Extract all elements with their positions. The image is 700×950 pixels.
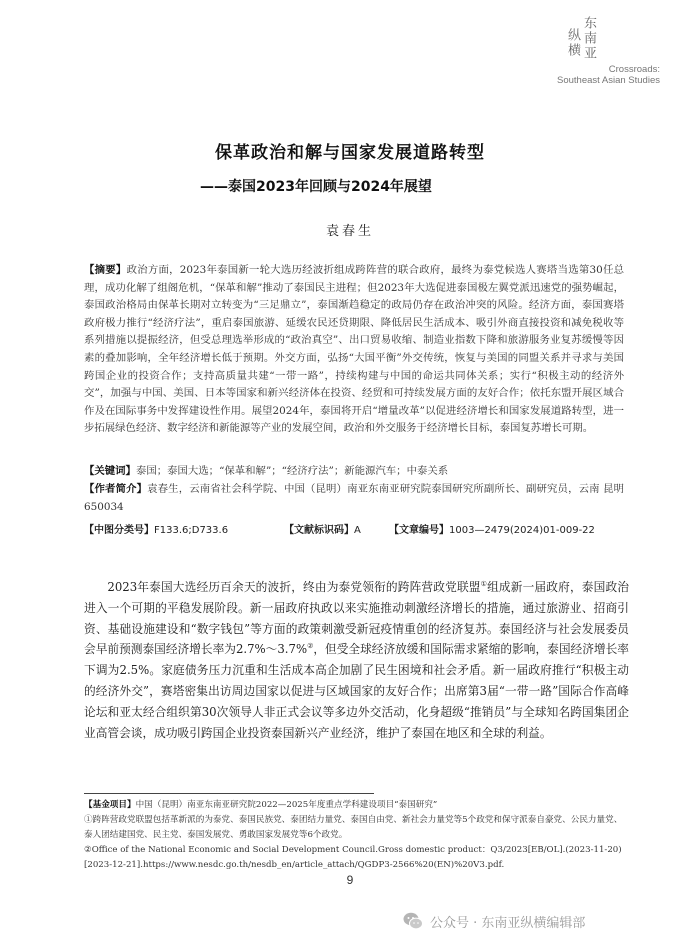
doc-code	[284, 521, 361, 536]
footnote-2: ②Office of the National Economic and Social Development Council.Gross domestic product：Q3/2023[EB/OL].(2023-11-20)[2023-12-21].https://www.nesdc.go.th/nesdb_en/article_attach/QGDP3-2566%20(EN)%20V3.pdf.	[84, 845, 622, 870]
fund-label: 【基金项目】	[84, 800, 136, 810]
article-title: 保革政治和解与国家发展道路转型	[215, 143, 485, 163]
body-text-b: 组成新一届政府，泰国政治进入一个可期的平稳发展阶段。新一届政府执政以来实施推动刺激经济增长的措施，通过旅游业、招商引资、基础设施建设和“数字钱包”等方面的政策刺激受新冠疫情重创的经济复苏。泰国经济与社会发展委员会早前预测泰国经济增长率为2.7%～3.7%	[84, 580, 629, 657]
keywords-label: 【关键词】	[84, 465, 136, 477]
journal-masthead	[520, 16, 660, 96]
doc-label: 【文献标识码】	[284, 525, 354, 536]
keywords-text: 泰国；泰国大选；“保革和解”；“经济疗法”；新能源汽车；中泰关系	[135, 465, 449, 477]
footnote-ref-2[interactable]: ②	[307, 642, 314, 651]
fund-note	[84, 798, 629, 813]
author-bio	[84, 481, 624, 516]
watermark-label: 公众号 · 东南亚纵横编辑部	[430, 915, 586, 931]
body-paragraph	[84, 577, 629, 743]
art-value: 1003—2479(2024)01-009-22	[449, 525, 595, 536]
author-bio-label: 【作者简介】	[84, 483, 148, 495]
masthead-en-line2: Southeast Asian Studies	[557, 75, 660, 86]
article-number	[389, 521, 595, 536]
wechat-watermark	[402, 909, 585, 933]
footnote-divider	[84, 793, 374, 794]
article-author: 袁春生	[325, 224, 374, 239]
masthead-en-line1: Crossroads:	[608, 64, 660, 75]
footnote-ref-1[interactable]: ①	[480, 580, 488, 589]
keywords	[84, 463, 624, 481]
body-text-a: 2023年泰国大选经历百余天的波折，终由为泰党领衔的跨阵营政党联盟	[107, 580, 481, 594]
author-bio-text: 袁春生，云南省社会科学院、中国（昆明）南亚东南亚研究院泰国研究所副所长、副研究员，云南 昆明 650034	[84, 483, 624, 513]
art-label: 【文章编号】	[389, 525, 449, 536]
masthead-cn-col2: 东南亚	[581, 16, 596, 61]
clc-value: F133.6;D733.6	[154, 525, 229, 536]
abstract-label: 【摘要】	[84, 264, 127, 276]
clc-label: 【中图分类号】	[84, 525, 154, 536]
abstract	[84, 262, 624, 438]
abstract-text: 政治方面，2023年泰国新一轮大选历经波折组成跨阵营的联合政府，最终为泰党候选人赛塔当选第30任总理，成功化解了组阁危机，“保革和解”推动了泰国民主进程；但2023年大选促进泰国极左翼党派迅速党的强势崛起，泰国政治格局由保革长期对立转变为“三足鼎立”，泰国渐趋稳定的政局仍存在政治冲突的风险。经济方面，泰国赛塔政府极力推行“经济疗法”，重启泰国旅游、延缓农民还贷期限、降低居民生活成本、吸引外商直接投资和减免税收等系列措施以提振经济，但受总理选举形成的“政治真空”、出口贸易收缩、制造业指数下降和旅游服务业复苏缓慢等因素的叠加影响，全年经济增长低于预期。外交方面，弘扬“大国平衡”外交传统，恢复与美国的同盟关系并寻求与美国跨国企业的投资合作；支持高质量共建“一带一路”，持续构建与中国的命运共同体关系；实行“积极主动的经济外交”，加强与中国、美国、日本等国家和新兴经济体在投资、经贸和可持续发展方面的友好合作；依托东盟开展区域合作及在国际事务中发挥建设性作用。展望2024年，泰国将开启“增量改革”以促进经济增长和国家发展道路转型，进一步拓展绿色经济、数字经济和新能源等产业的发展空间，政治和外交服务于经济增长目标，泰国复苏增长可期。	[84, 264, 624, 435]
article-subtitle: ——泰国2023年回顾与2024年展望	[200, 179, 432, 195]
body-text-c: ，但受全球经济放缓和国际需求紧缩的影响，泰国经济增长率下调为2.5%。家庭债务压力沉重和生活成本高企加剧了民生困境和社会矛盾。新一届政府推行“积极主动的经济外交”，赛塔密集出访周边国家以促进与区域国家的友好合作；出席第3届“一带一路”国际合作高峰论坛和亚太经合组织第30次领导人非正式会议等多边外交活动，化身超级“推销员”与全球知名跨国集团企业高管会谈，成功吸引跨国企业投资泰国新兴产业经济，维护了泰国在地区和全球的利益。	[84, 642, 629, 740]
footnote-1: ①跨阵营政党联盟包括革新派的为泰党、泰国民族党、泰团结力量党、泰国自由党、新社会力量党等5个政党和保守派泰自豪党、公民力量党、泰人团结建国党、民主党、泰国发展党、勇敢国家发展党等6个政党。	[84, 815, 623, 840]
fund-text: 中国（昆明）南亚东南亚研究院2022—2025年度重点学科建设项目“泰国研究”	[135, 800, 438, 810]
wechat-icon	[402, 910, 424, 932]
masthead-cn-col1: 纵横	[565, 28, 580, 58]
doc-value: A	[354, 525, 361, 536]
classification-line	[84, 521, 624, 537]
clc-code	[84, 521, 228, 536]
page-number: 9	[346, 873, 354, 887]
